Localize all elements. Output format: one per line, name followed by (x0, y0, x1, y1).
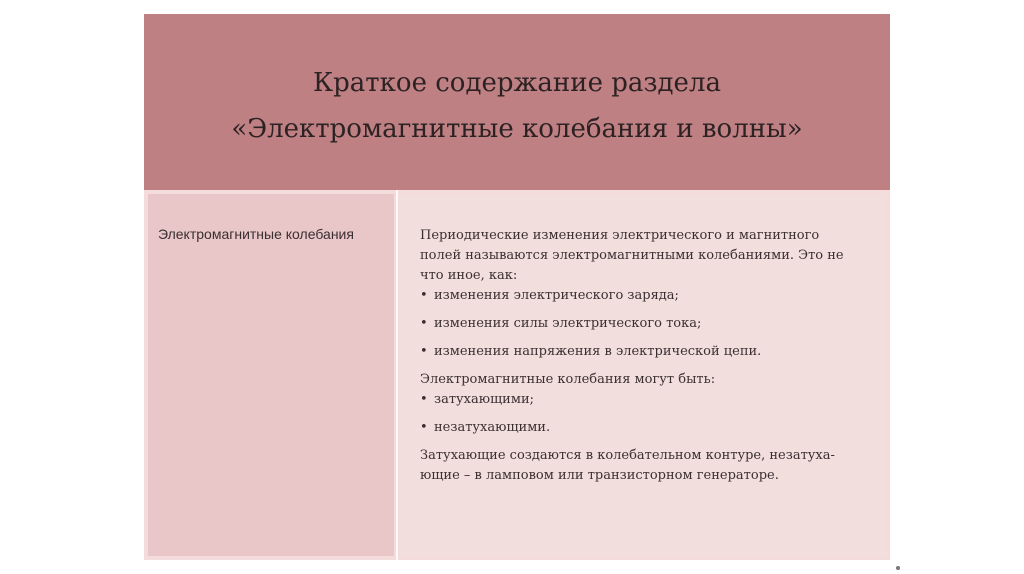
bullet-icon: • (420, 392, 428, 407)
list-item (420, 418, 890, 438)
list-item (420, 314, 890, 334)
list-item (420, 390, 890, 410)
list-item-text: затухающими; (434, 392, 534, 407)
bullet-icon: • (420, 288, 428, 303)
intro-line-3: что иное, как: (420, 268, 518, 283)
title-line-2: «Электромагнитные колебания и волны» (231, 114, 803, 144)
column-divider (396, 190, 398, 560)
definition-text (420, 226, 890, 486)
bullet-icon: • (420, 344, 428, 359)
intro-line-1: Периодические изменения электрического и магнитного (420, 228, 820, 243)
term-column (148, 194, 394, 556)
title-banner (144, 14, 890, 190)
list-item (420, 342, 890, 362)
list-item-text: изменения напряжения в электрической цепи. (434, 344, 762, 359)
list-item-text: изменения электрического заряда; (434, 288, 679, 303)
list-item-text: незатухающими. (434, 420, 551, 435)
types-heading: Электромагнитные колебания могут быть: (420, 372, 716, 387)
term-label: Электромагнитные колебания (158, 226, 354, 242)
intro-line-2: полей называются электромагнитными колебаниями. Это не (420, 248, 844, 263)
title-line-1: Краткое содержание раздела (313, 68, 721, 98)
outro-line-1: Затухающие создаются в колебательном контуре, незатуха- (420, 448, 835, 463)
outro-line-2: ющие – в ламповом или транзисторном генераторе. (420, 468, 779, 483)
list-item-text: изменения силы электрического тока; (434, 316, 702, 331)
slide-image (144, 14, 890, 560)
bullet-icon: • (420, 420, 428, 435)
list-item (420, 286, 890, 306)
section-title (144, 60, 890, 152)
bullet-icon: • (420, 316, 428, 331)
scan-speck (896, 566, 900, 570)
